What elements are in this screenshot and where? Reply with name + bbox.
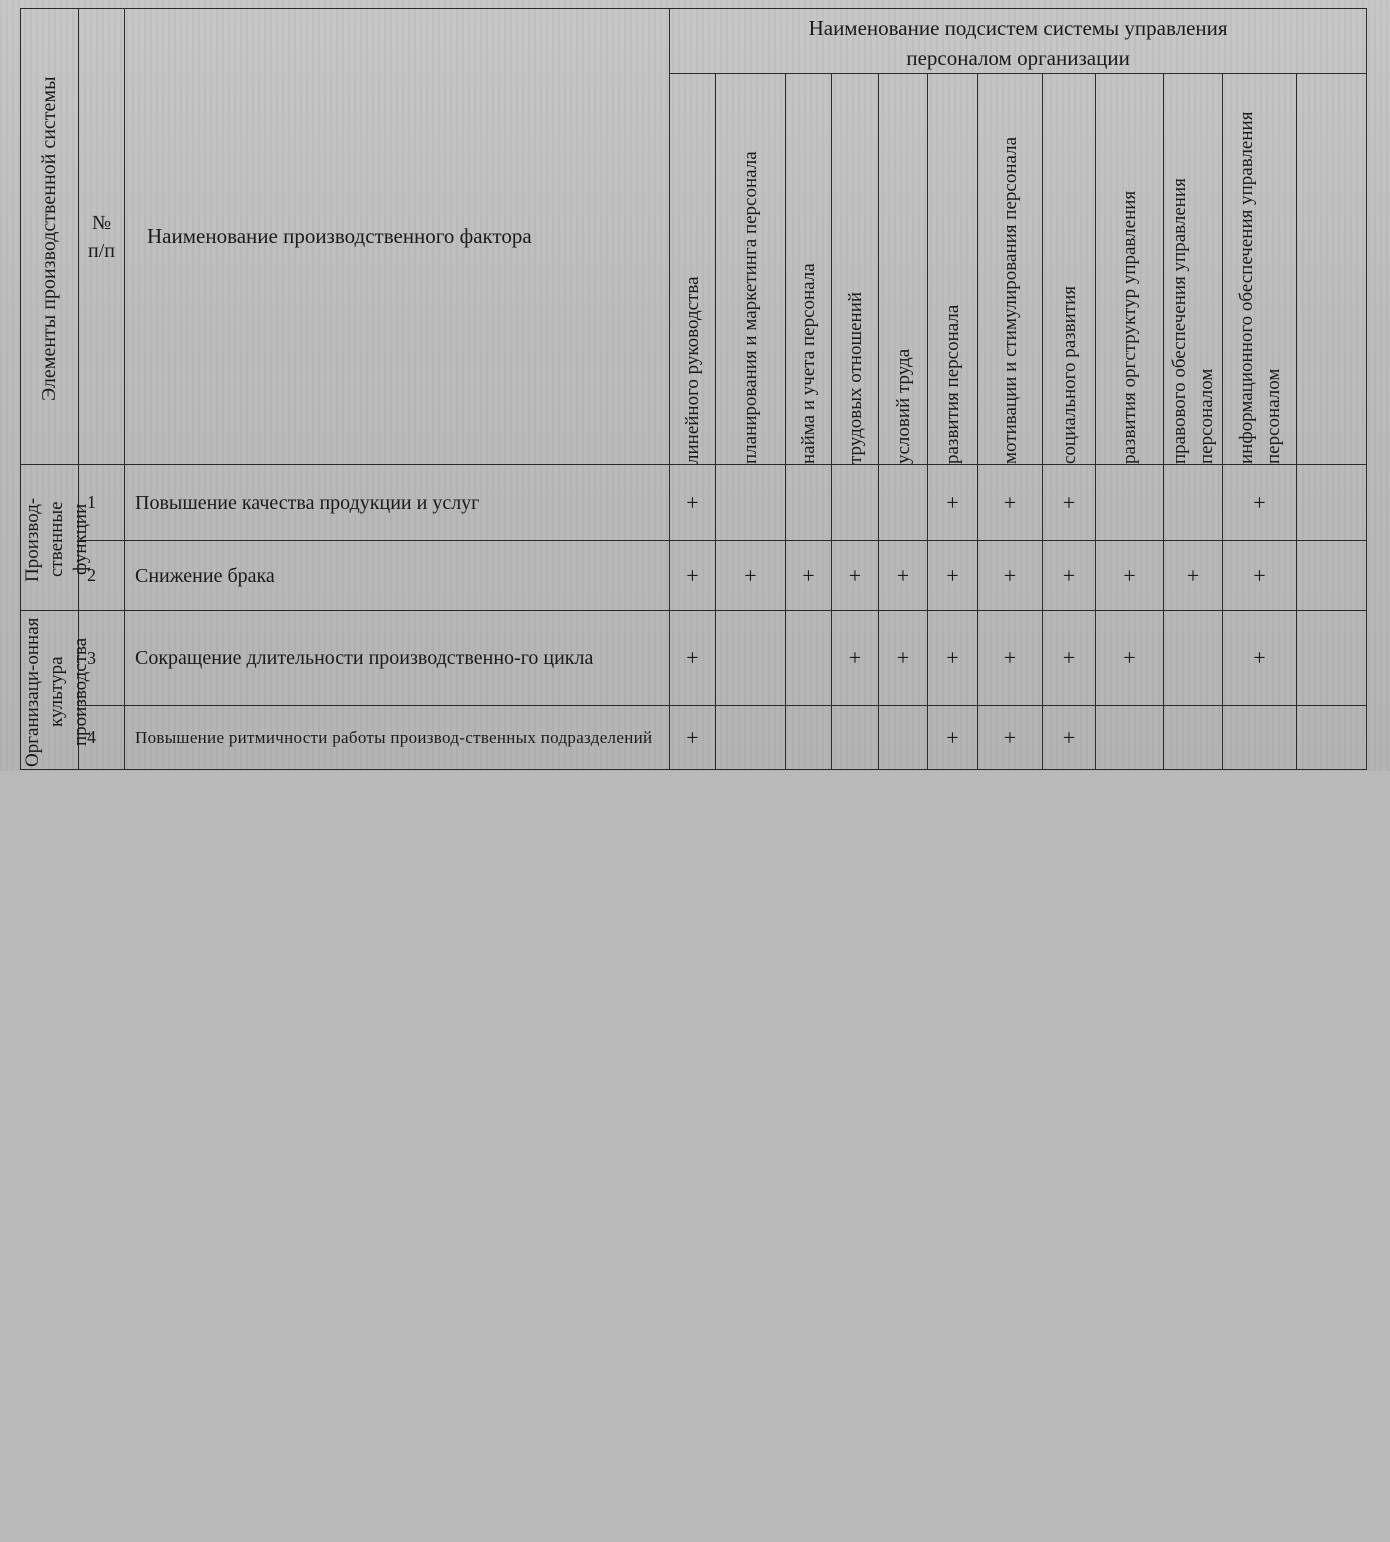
mark-cell: + <box>928 465 978 541</box>
mark-cell: + <box>832 541 879 611</box>
row-factor-name: Повышение ритмичности работы производ-ственных подразделений <box>125 706 670 770</box>
mark-cell <box>716 465 786 541</box>
subsystem-col-labor-relations: трудовых отношений <box>832 74 879 465</box>
subsystems-header: Наименование подсистем системы управления персоналом организации <box>670 9 1367 74</box>
row-factor-name: Повышение качества продукции и услуг <box>125 465 670 541</box>
subsystem-col-development: развития персонала <box>928 74 978 465</box>
mark-cell <box>716 611 786 706</box>
row-number: 3 <box>79 611 125 706</box>
number-header: № п/п <box>79 9 125 465</box>
subsystem-col-legal: правового обеспечения управления персоналом <box>1164 74 1223 465</box>
mark-cell: + <box>928 611 978 706</box>
mark-cell: + <box>978 611 1043 706</box>
mark-cell: + <box>1043 541 1096 611</box>
mark-cell <box>832 465 879 541</box>
subsystem-col-linear: линейного руководства <box>670 74 716 465</box>
mark-cell: + <box>1043 611 1096 706</box>
row-number: 4 <box>79 706 125 770</box>
subsystem-col-empty <box>1297 74 1367 465</box>
mark-cell: + <box>1096 541 1164 611</box>
mark-cell: + <box>978 541 1043 611</box>
mark-cell <box>786 611 832 706</box>
subsystem-col-hiring: найма и учета персонала <box>786 74 832 465</box>
row-factor-name: Снижение брака <box>125 541 670 611</box>
empty-cell <box>1297 611 1367 706</box>
mark-cell <box>716 706 786 770</box>
mark-cell: + <box>1223 541 1297 611</box>
subsystem-col-conditions: условий труда <box>879 74 928 465</box>
mark-cell: + <box>670 465 716 541</box>
mark-cell: + <box>670 706 716 770</box>
mark-cell: + <box>978 706 1043 770</box>
subsystem-col-planning: планирования и маркетинга персонала <box>716 74 786 465</box>
table-row <box>21 706 1367 770</box>
group-organizational-culture: Организаци-онная культура производства <box>21 611 79 770</box>
subsystems-table <box>20 8 1367 770</box>
empty-cell <box>1297 465 1367 541</box>
mark-cell <box>1164 706 1223 770</box>
table-row <box>21 541 1367 611</box>
elements-header: Элементы производственной системы <box>21 9 79 465</box>
mark-cell: + <box>1096 611 1164 706</box>
mark-cell: + <box>928 706 978 770</box>
mark-cell: + <box>1043 706 1096 770</box>
mark-cell: + <box>928 541 978 611</box>
subsystem-col-information: информационного обеспечения управления персоналом <box>1223 74 1297 465</box>
mark-cell: + <box>832 611 879 706</box>
mark-cell: + <box>670 541 716 611</box>
mark-cell: + <box>716 541 786 611</box>
mark-cell: + <box>1223 611 1297 706</box>
mark-cell: + <box>978 465 1043 541</box>
mark-cell: + <box>1223 465 1297 541</box>
mark-cell: + <box>786 541 832 611</box>
subsystem-col-social: социального развития <box>1043 74 1096 465</box>
mark-cell <box>1164 611 1223 706</box>
subsystem-col-motivation: мотивации и стимулирования персонала <box>978 74 1043 465</box>
mark-cell <box>786 706 832 770</box>
group-production-functions: Производ-ственные функции <box>21 465 79 611</box>
mark-cell <box>1164 465 1223 541</box>
table-row <box>21 611 1367 706</box>
mark-cell <box>832 706 879 770</box>
mark-cell <box>879 465 928 541</box>
row-number: 2 <box>79 541 125 611</box>
table-row <box>21 465 1367 541</box>
empty-cell <box>1297 541 1367 611</box>
header-row-1 <box>21 9 1367 74</box>
mark-cell: + <box>1043 465 1096 541</box>
row-factor-name: Сокращение длительности производственно-го цикла <box>125 611 670 706</box>
mark-cell: + <box>1164 541 1223 611</box>
mark-cell: + <box>879 611 928 706</box>
mark-cell: + <box>670 611 716 706</box>
mark-cell <box>1096 465 1164 541</box>
mark-cell <box>1096 706 1164 770</box>
empty-cell <box>1297 706 1367 770</box>
factor-header: Наименование производственного фактора <box>125 9 670 465</box>
mark-cell <box>786 465 832 541</box>
mark-cell: + <box>879 541 928 611</box>
subsystem-col-orgstructure: развития оргструктур управления <box>1096 74 1164 465</box>
mark-cell <box>1223 706 1297 770</box>
mark-cell <box>879 706 928 770</box>
row-number: 1 <box>79 465 125 541</box>
